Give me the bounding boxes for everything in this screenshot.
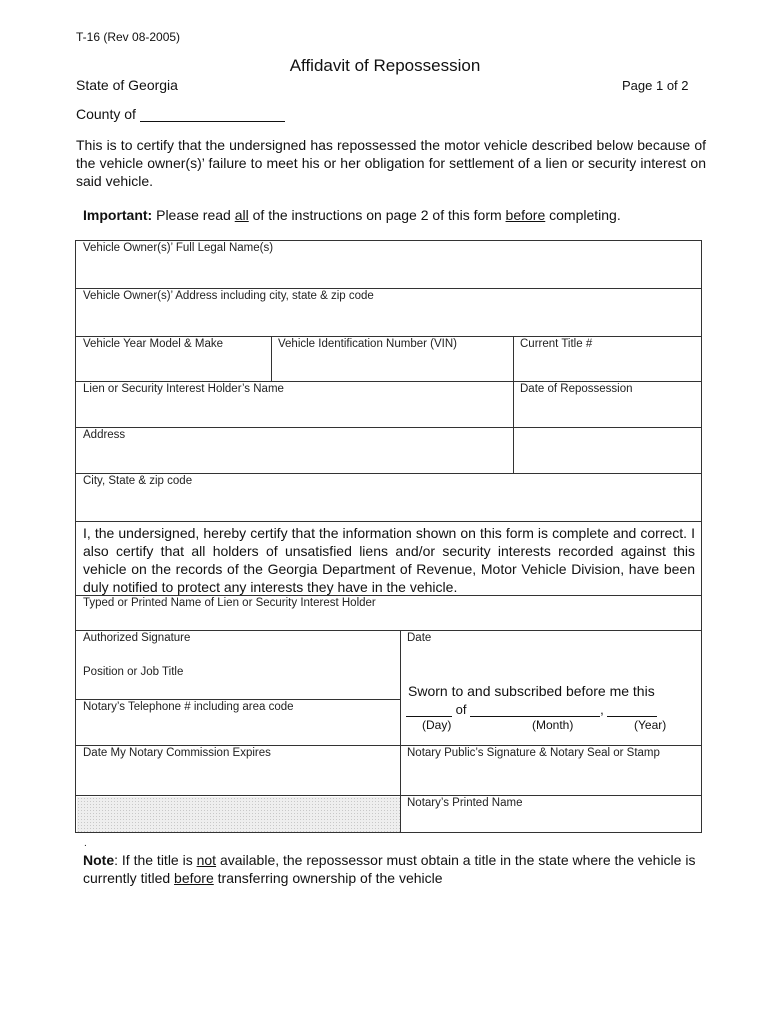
row-divider (76, 381, 701, 382)
county-field (76, 106, 285, 122)
year-model-make-field[interactable]: Vehicle Year Model & Make (83, 338, 224, 350)
important-text-3: completing. (549, 207, 621, 223)
row-divider (76, 473, 701, 474)
row-divider (76, 288, 701, 289)
certification-statement: I, the undersigned, hereby certify that the information shown on this form is complete and correct. I also certify that all holders of unsatisfied liens and/or security interests recorded against this vehicle on the records of the Georgia Department of Revenue, Motor Vehicle Division, have been duly notified to protect any interests they have in the vehicle. (83, 525, 695, 595)
state-label: State of Georgia (76, 77, 178, 93)
county-label: County of (76, 106, 136, 122)
position-field[interactable]: Position or Job Title (83, 666, 184, 678)
notary-signature-field[interactable]: Notary Public’s Signature & Notary Seal or Stamp (407, 747, 660, 759)
note-text-3: transferring ownership of the vehicle (217, 870, 443, 886)
column-divider (400, 630, 401, 833)
form-code: T-16 (Rev 08-2005) (76, 30, 181, 44)
sworn-day-input[interactable] (406, 704, 452, 717)
note-text-2: available, the repossessor must obtain a title in the state where the vehicle is currently titled (83, 852, 696, 886)
lienholder-name-field[interactable]: Lien or Security Interest Holder’s Name (83, 383, 284, 395)
row-divider (76, 427, 701, 428)
typed-name-field[interactable]: Typed or Printed Name of Lien or Security Interest Holder (83, 597, 376, 609)
notary-phone-field[interactable]: Notary’s Telephone # including area code (83, 701, 294, 713)
commission-expires-field[interactable]: Date My Notary Commission Expires (83, 747, 271, 759)
title-number-field[interactable]: Current Title # (520, 338, 593, 350)
row-divider (76, 336, 701, 337)
day-caption: (Day) (422, 718, 452, 732)
address-field[interactable]: Address (83, 429, 126, 441)
sworn-year-input[interactable] (607, 704, 657, 717)
year-caption: (Year) (634, 718, 667, 732)
county-input-line[interactable] (140, 107, 285, 122)
sworn-month-input[interactable] (470, 704, 600, 717)
notary-printed-name-field[interactable]: Notary’s Printed Name (407, 797, 523, 809)
page-number: Page 1 of 2 (622, 78, 689, 93)
authorized-signature-field[interactable]: Authorized Signature (83, 632, 191, 644)
repossession-form (75, 240, 702, 833)
sworn-comma: , (600, 702, 604, 717)
shaded-unused-area (77, 797, 400, 832)
row-divider (76, 699, 400, 700)
row-divider (76, 795, 701, 796)
note-colon: : (114, 852, 119, 868)
signature-date-field[interactable]: Date (407, 632, 432, 644)
repossession-date-field[interactable]: Date of Repossession (520, 383, 633, 395)
important-notice (83, 207, 621, 223)
note-text-1: If the title is (121, 852, 193, 868)
owner-address-field[interactable]: Vehicle Owner(s)’ Address including city, state & zip code (83, 290, 374, 302)
sworn-date-line (406, 702, 657, 717)
note-text-before: before (174, 870, 214, 886)
row-divider (76, 745, 701, 746)
stray-dot: . (84, 838, 87, 849)
column-divider (513, 336, 514, 473)
important-text-before: before (505, 207, 546, 223)
important-text-all: all (234, 207, 249, 223)
row-divider (76, 521, 701, 522)
vin-field[interactable]: Vehicle Identification Number (VIN) (278, 338, 457, 350)
important-label: Important: (83, 207, 153, 223)
column-divider (271, 336, 272, 381)
important-text-1: Please read (156, 207, 231, 223)
note-text-not: not (196, 852, 217, 868)
note-paragraph (83, 851, 703, 887)
row-divider (76, 630, 701, 631)
page-title: Affidavit of Repossession (289, 56, 481, 75)
intro-paragraph: This is to certify that the undersigned has repossessed the motor vehicle described below because of the vehicle owner(s)’ failure to meet his or her obligation for settlement of a lien or security interest on said vehicle. (76, 137, 706, 189)
city-state-zip-field[interactable]: City, State & zip code (83, 475, 193, 487)
sworn-statement: Sworn to and subscribed before me this (408, 683, 655, 699)
month-caption: (Month) (532, 718, 574, 732)
note-label: Note (83, 852, 115, 868)
sworn-of: of (455, 702, 467, 717)
owner-name-field[interactable]: Vehicle Owner(s)’ Full Legal Name(s) (83, 242, 274, 254)
important-text-2: of the instructions on page 2 of this form (252, 207, 502, 223)
